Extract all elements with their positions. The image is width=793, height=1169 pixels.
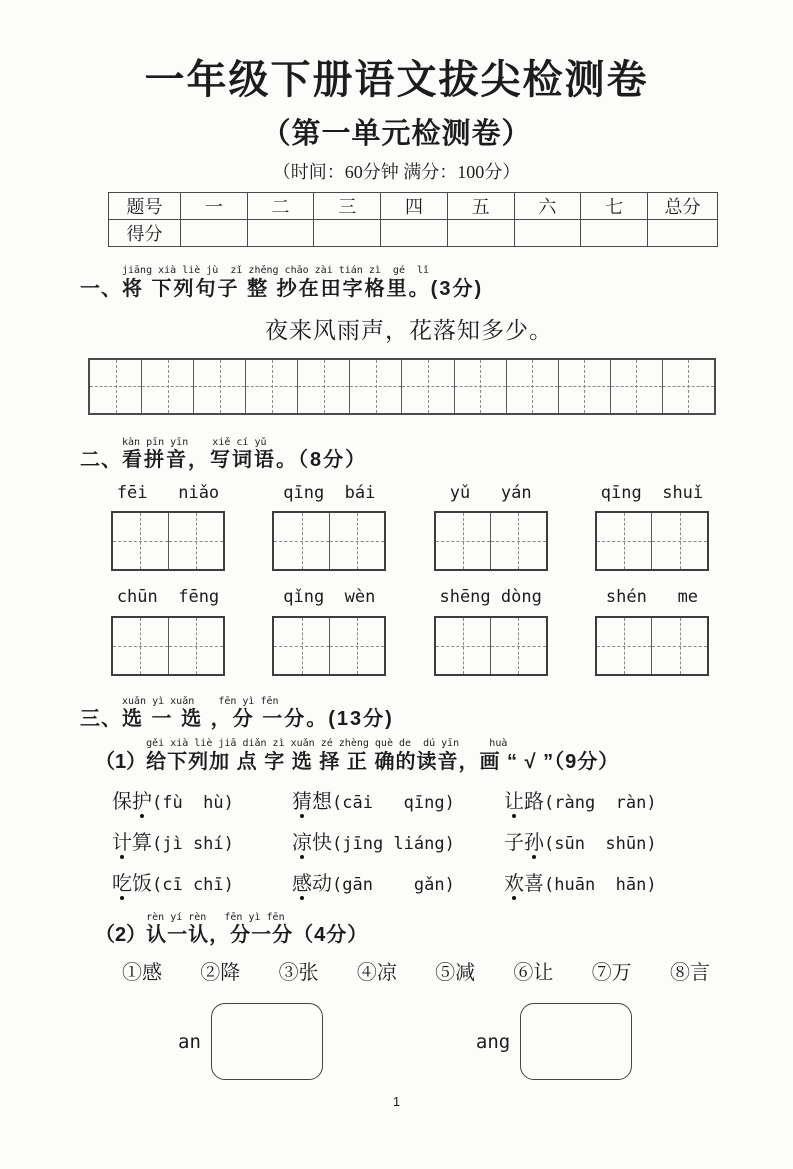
score-header-cell: 二 [247, 193, 314, 220]
pinyin-word-group [594, 587, 710, 675]
dotted-char: 计 [112, 826, 132, 855]
section-1-pinyin: jiāng xià liè jù zǐ zhěng chāo zài tián zì gé lǐ [122, 265, 430, 276]
tianzige-cell[interactable] [274, 618, 330, 674]
score-header-cell: 六 [514, 193, 581, 220]
word-text: 路 [524, 790, 544, 813]
tianzige-cell[interactable] [491, 618, 546, 674]
subsection-2-number: （2） [95, 924, 147, 947]
tianzige-cell[interactable] [652, 618, 707, 674]
numbered-character[interactable]: ⑥让 [513, 962, 554, 985]
answer-box[interactable] [595, 511, 709, 571]
pinyin-word-row-2 [88, 587, 716, 675]
sort-group-label: an [178, 1030, 201, 1053]
word-text: 喜 [524, 872, 544, 895]
dotted-char: 孙 [524, 826, 544, 855]
tianzige-cell[interactable] [113, 618, 169, 674]
tianzige-cell[interactable] [142, 360, 194, 413]
word-text: 饭 [132, 872, 152, 895]
sort-answer-box[interactable] [520, 1003, 632, 1080]
pinyin-label: yǔ yán [449, 483, 532, 503]
score-table-score-row [109, 220, 718, 247]
numbered-character[interactable]: ④凉 [356, 962, 397, 985]
tianzige-cell[interactable] [246, 360, 298, 413]
score-header-cell: 四 [381, 193, 448, 220]
section-1-title: 将 下列句子 整 抄在田字格里。(3分) [122, 277, 484, 300]
sort-answer-box[interactable] [211, 1003, 323, 1080]
pinyin-word-group [594, 483, 710, 571]
dotted-char: 护 [132, 785, 152, 814]
subsection-2-pinyin: rèn yí rèn fēn yì fēn [146, 911, 285, 923]
reading-options[interactable]: (jīng liáng) [332, 833, 455, 854]
tianzige-cell[interactable] [491, 513, 546, 569]
tianzige-copy-grid[interactable] [88, 358, 716, 415]
score-input-cell[interactable] [181, 220, 248, 247]
section-2-ruby [122, 437, 367, 474]
score-input-cell[interactable] [381, 220, 448, 247]
pinyin-word-group [433, 587, 549, 675]
subsection-1-ruby [146, 738, 619, 775]
word-entry[interactable] [292, 785, 504, 814]
subsection-1-number: （1） [95, 750, 147, 773]
pinyin-word-group [433, 483, 549, 571]
tianzige-cell[interactable] [169, 513, 224, 569]
subsection-2-ruby [146, 912, 368, 949]
reading-options[interactable]: (huān hān) [544, 874, 657, 895]
tianzige-cell[interactable] [436, 513, 492, 569]
page-subtitle: （第一单元检测卷） [261, 118, 532, 150]
word-entry[interactable] [112, 826, 292, 855]
tianzige-cell[interactable] [652, 513, 707, 569]
reading-options[interactable]: (ràng ràn) [544, 792, 657, 813]
numbered-character[interactable]: ⑦万 [591, 962, 632, 985]
dotted-word-choices [112, 785, 793, 896]
word-text: 算 [132, 831, 152, 854]
tianzige-cell[interactable] [169, 618, 224, 674]
score-table [108, 192, 718, 247]
pinyin-label: shén me [605, 587, 699, 608]
tianzige-cell[interactable] [597, 618, 653, 674]
section-2-header [80, 437, 793, 474]
page-number: 1 [392, 1094, 401, 1110]
score-table-header-row [109, 193, 718, 220]
copy-sentence: 夜来风雨声，花落知多少。 [265, 317, 553, 343]
word-entry[interactable] [292, 826, 504, 855]
tianzige-cell[interactable] [194, 360, 246, 413]
section-2-pinyin: kàn pīn yīn xiě cí yǔ [122, 436, 267, 448]
word-text: 子 [504, 831, 524, 854]
tianzige-cell[interactable] [559, 360, 611, 413]
section-3-number: 三、 [80, 708, 122, 731]
reading-options[interactable]: (sūn shūn) [544, 833, 657, 854]
tianzige-cell[interactable] [298, 360, 350, 413]
subsection-2-header [95, 912, 793, 949]
pinyin-label: chūn fēng [116, 587, 220, 608]
numbered-character[interactable]: ②降 [200, 962, 241, 985]
pinyin-word-row-1 [88, 483, 716, 571]
tianzige-cell[interactable] [611, 360, 663, 413]
score-header-cell: 一 [181, 193, 248, 220]
reading-options[interactable]: (gān gǎn) [332, 874, 455, 895]
pinyin-label: shēng dòng [439, 587, 542, 608]
answer-box[interactable] [111, 616, 225, 676]
word-entry[interactable] [112, 785, 292, 814]
numbered-character[interactable]: ⑤减 [435, 962, 476, 985]
word-text: 保 [112, 790, 132, 813]
page-title: 一年级下册语文拔尖检测卷 [144, 58, 649, 102]
time-score-info: （时间：60分钟 满分：100分） [272, 162, 521, 182]
section-3-header [80, 696, 793, 733]
score-input-cell[interactable] [648, 220, 718, 247]
answer-box[interactable] [272, 511, 386, 571]
tianzige-cell[interactable] [350, 360, 402, 413]
subsection-1-header [95, 738, 793, 775]
section-1-header [80, 265, 793, 302]
dotted-char: 猜 [292, 785, 312, 814]
tianzige-cell[interactable] [113, 513, 169, 569]
score-row-label: 得分 [109, 220, 181, 247]
word-entry[interactable] [504, 867, 793, 896]
subsection-1-pinyin: gěi xià liè jiā diǎn zì xuǎn zé zhèng què de dú yīn huà [146, 738, 508, 750]
pinyin-label: fēi niǎo [116, 483, 220, 503]
score-input-cell[interactable] [581, 220, 648, 247]
section-3-pinyin: xuǎn yì xuǎn fēn yì fēn [122, 695, 279, 707]
section-3-title: 选 一 选 ，分 一分。(13分) [122, 708, 394, 731]
tianzige-cell[interactable] [274, 513, 330, 569]
sort-group-ang [476, 1003, 632, 1080]
score-header-cell: 五 [447, 193, 514, 220]
reading-options[interactable]: (cī chī) [152, 874, 234, 895]
section-1-number: 一、 [80, 277, 122, 300]
reading-options[interactable]: (fù hù) [152, 792, 234, 813]
score-header-cell: 总分 [648, 193, 718, 220]
numbered-character[interactable]: ①感 [122, 962, 162, 985]
word-text: 动 [312, 872, 332, 895]
word-text: 快 [312, 831, 332, 854]
section-2-title: 看拼音，写词语。（8分） [122, 449, 368, 471]
pinyin-label: qīng shuǐ [600, 483, 704, 503]
section-2-number: 二、 [80, 449, 122, 471]
score-header-cell: 七 [581, 193, 648, 220]
reading-options[interactable]: (jì shí) [152, 833, 234, 854]
tianzige-cell[interactable] [663, 360, 714, 413]
answer-box[interactable] [111, 511, 225, 571]
section-1-ruby [122, 265, 483, 302]
section-3-ruby [122, 696, 394, 733]
word-entry[interactable] [292, 867, 504, 896]
score-input-cell[interactable] [447, 220, 514, 247]
subsection-2-title: 认一认，分一分（4分） [146, 924, 369, 947]
pinyin-word-group [271, 587, 387, 675]
word-entry[interactable] [504, 826, 793, 855]
sort-group-an [178, 1003, 323, 1080]
pinyin-word-group [110, 483, 226, 571]
sorting-groups [178, 1003, 793, 1080]
tianzige-cell[interactable] [90, 360, 142, 413]
tianzige-cell[interactable] [330, 618, 385, 674]
answer-box[interactable] [595, 616, 709, 676]
pinyin-word-group [110, 587, 226, 675]
answer-box[interactable] [434, 616, 548, 676]
numbered-character[interactable]: ③张 [278, 962, 319, 985]
dotted-char: 感 [292, 867, 312, 896]
pinyin-word-group [271, 483, 387, 571]
dotted-char: 欢 [504, 867, 524, 896]
pinyin-label: qǐng wèn [283, 587, 376, 608]
tianzige-cell[interactable] [436, 618, 492, 674]
numbered-character-list [122, 956, 710, 985]
subsection-1-title: 给下列加 点 字 选 择 正 确的读音，画 “ √ ”（9分） [146, 750, 620, 773]
answer-box[interactable] [272, 616, 386, 676]
word-entry[interactable] [112, 867, 292, 896]
word-entry[interactable] [504, 785, 793, 814]
score-input-cell[interactable] [247, 220, 314, 247]
score-input-cell[interactable] [314, 220, 381, 247]
tianzige-cell[interactable] [330, 513, 385, 569]
exam-paper-page [0, 48, 793, 1169]
dotted-char: 吃 [112, 867, 132, 896]
score-input-cell[interactable] [514, 220, 581, 247]
tianzige-cell[interactable] [455, 360, 507, 413]
reading-options[interactable]: (cāi qīng) [332, 792, 455, 813]
tianzige-cell[interactable] [402, 360, 454, 413]
tianzige-cell[interactable] [507, 360, 559, 413]
pinyin-label: qīng bái [283, 483, 376, 503]
numbered-character[interactable]: ⑧言 [669, 962, 710, 985]
dotted-char: 凉 [292, 826, 312, 855]
tianzige-cell[interactable] [597, 513, 653, 569]
sort-group-label: ang [475, 1030, 511, 1053]
score-header-cell: 三 [314, 193, 381, 220]
score-header-cell: 题号 [109, 193, 181, 220]
answer-box[interactable] [434, 511, 548, 571]
dotted-char: 让 [504, 785, 524, 814]
word-text: 想 [312, 790, 332, 813]
